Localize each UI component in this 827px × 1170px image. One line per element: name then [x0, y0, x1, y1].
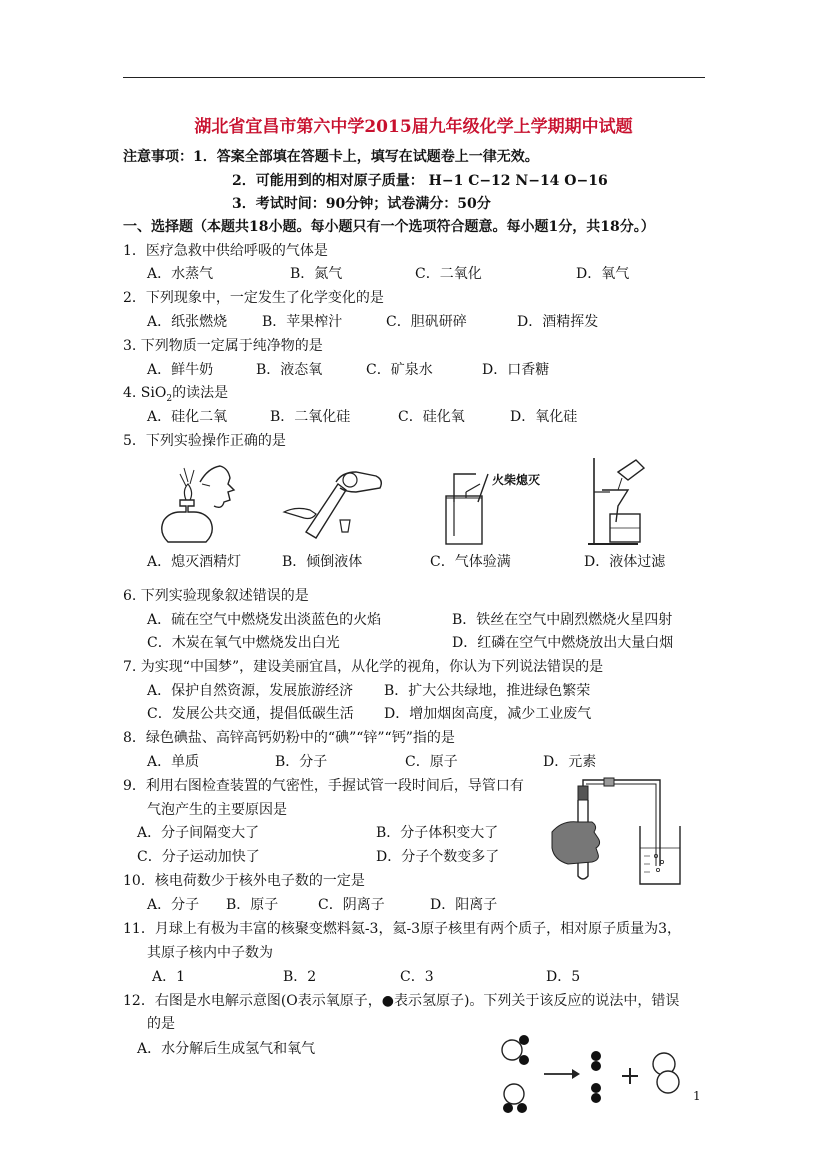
q11-option-c: C．3 [400, 969, 434, 985]
q6-option-b: B．铁丝在空气中剧烈燃烧火星四射 [452, 612, 673, 628]
q7-option-d: D．增加烟囱高度，减少工业废气 [384, 706, 592, 722]
figure-water-electrolysis [496, 1032, 696, 1118]
q2-option-a: A．纸张燃烧 [147, 314, 228, 330]
page-title: 湖北省宜昌市第六中学2015届九年级化学上学期期中试题 [194, 117, 633, 137]
q12-stem-line1: 12．右图是水电解示意图(O表示氧原子，●表示氢原子)。下列关于该反应的说法中，错误 [123, 993, 680, 1009]
header-rule [123, 77, 705, 78]
q2-stem: 2．下列现象中，一定发生了化学变化的是 [123, 290, 384, 306]
q5-fire-label: 火柴熄灭 [492, 473, 541, 487]
q3-option-b: B．液态氧 [256, 362, 323, 378]
q11-option-d: D．5 [546, 969, 581, 985]
note-3: 3．考试时间：90分钟；试卷满分：50分 [232, 196, 491, 212]
q8-stem: 8．绿色碘盐、高锌高钙奶粉中的“碘”“锌”“钙”指的是 [123, 730, 455, 746]
q4-option-d: D．氧化硅 [510, 409, 578, 425]
q5-option-d: D．液体过滤 [584, 554, 666, 570]
q2-option-d: D．酒精挥发 [517, 314, 599, 330]
q11-option-b: B．2 [283, 969, 317, 985]
q4-option-b: B．二氧化硅 [270, 409, 351, 425]
q10-stem: 10．核电荷数少于核外电子数的一定是 [123, 873, 365, 889]
q1-option-a: A．水蒸气 [147, 266, 214, 282]
q1-option-d: D．氧气 [576, 266, 630, 282]
note-1: 注意事项：1．答案全部填在答题卡上，填写在试题卷上一律无效。 [123, 149, 539, 165]
q5-option-c: C．气体验满 [430, 554, 511, 570]
q8-option-c: C．原子 [405, 754, 458, 770]
q6-stem: 6. 下列实验现象叙述错误的是 [123, 588, 309, 604]
q9-option-b: B．分子体积变大了 [376, 825, 499, 841]
q11-stem-line2: 其原子核内中子数为 [147, 945, 273, 961]
q1-option-b: B．氮气 [290, 266, 343, 282]
q9-option-c: C．分子运动加快了 [137, 849, 260, 865]
q9-option-a: A．分子间隔变大了 [137, 825, 260, 841]
page-number: 1 [693, 1089, 701, 1103]
q6-option-d: D．红磷在空气中燃烧放出大量白烟 [452, 635, 674, 651]
q4-option-a: A．硅化二氧 [147, 409, 228, 425]
note-2: 2．可能用到的相对原子质量： H−1 C−12 N−14 O−16 [232, 173, 608, 189]
figure-filtration [588, 452, 658, 548]
q5-stem: 5．下列实验操作正确的是 [123, 433, 286, 449]
q4-stem: 4. SiO$_2$的读法是 [123, 385, 229, 404]
section-heading: 一、选择题（本题共18小题。每小题只有一个选项符合题意。每小题1分，共18分。） [123, 219, 655, 235]
q2-option-c: C．胆矾研碎 [386, 314, 467, 330]
q1-stem: 1．医疗急救中供给呼吸的气体是 [123, 243, 328, 259]
q8-option-a: A．单质 [147, 754, 200, 770]
q7-option-c: C．发展公共交通，提倡低碳生活 [147, 706, 354, 722]
q6-option-c: C．木炭在氧气中燃烧发出白光 [147, 635, 340, 651]
q7-option-b: B．扩大公共绿地，推进绿色繁荣 [384, 683, 591, 699]
q11-option-a: A．1 [152, 969, 186, 985]
q6-option-a: A．硫在空气中燃烧发出淡蓝色的火焰 [147, 612, 382, 628]
q10-option-c: C．阴离子 [318, 897, 385, 913]
figure-airtightness-check [548, 776, 688, 888]
q12-option-a: A．水分解后生成氢气和氧气 [137, 1041, 316, 1057]
figure-alcohol-lamp [150, 462, 240, 544]
q3-stem: 3. 下列物质一定属于纯净物的是 [123, 338, 323, 354]
q7-option-a: A．保护自然资源，发展旅游经济 [147, 683, 354, 699]
q9-option-d: D．分子个数变多了 [376, 849, 500, 865]
q8-option-d: D．元素 [543, 754, 597, 770]
q10-option-b: B．原子 [226, 897, 279, 913]
q5-option-b: B．倾倒液体 [282, 554, 363, 570]
q3-option-a: A．鲜牛奶 [147, 362, 214, 378]
q4-option-c: C．硅化氧 [398, 409, 465, 425]
figure-pouring-liquid [276, 462, 386, 544]
q9-stem-line1: 9．利用右图检查装置的气密性，手握试管一段时间后，导管口有 [123, 778, 524, 794]
q10-option-a: A．分子 [147, 897, 200, 913]
q5-option-a: A．熄灭酒精灯 [147, 554, 242, 570]
q11-stem-line1: 11．月球上有极为丰富的核聚变燃料氦-3，氦-3原子核里有两个质子，相对原子质量为3， [123, 921, 681, 937]
q3-option-c: C．矿泉水 [366, 362, 433, 378]
q12-stem-line2: 的是 [147, 1016, 175, 1032]
q10-option-d: D．阳离子 [430, 897, 498, 913]
q9-stem-line2: 气泡产生的主要原因是 [147, 802, 287, 818]
q2-option-b: B．苹果榨汁 [262, 314, 343, 330]
q7-stem: 7. 为实现“中国梦”，建设美丽宜昌，从化学的视角，你认为下列说法错误的是 [123, 659, 604, 675]
q8-option-b: B．分子 [275, 754, 328, 770]
q1-option-c: C．二氧化 [415, 266, 482, 282]
q3-option-d: D．口香糖 [482, 362, 550, 378]
